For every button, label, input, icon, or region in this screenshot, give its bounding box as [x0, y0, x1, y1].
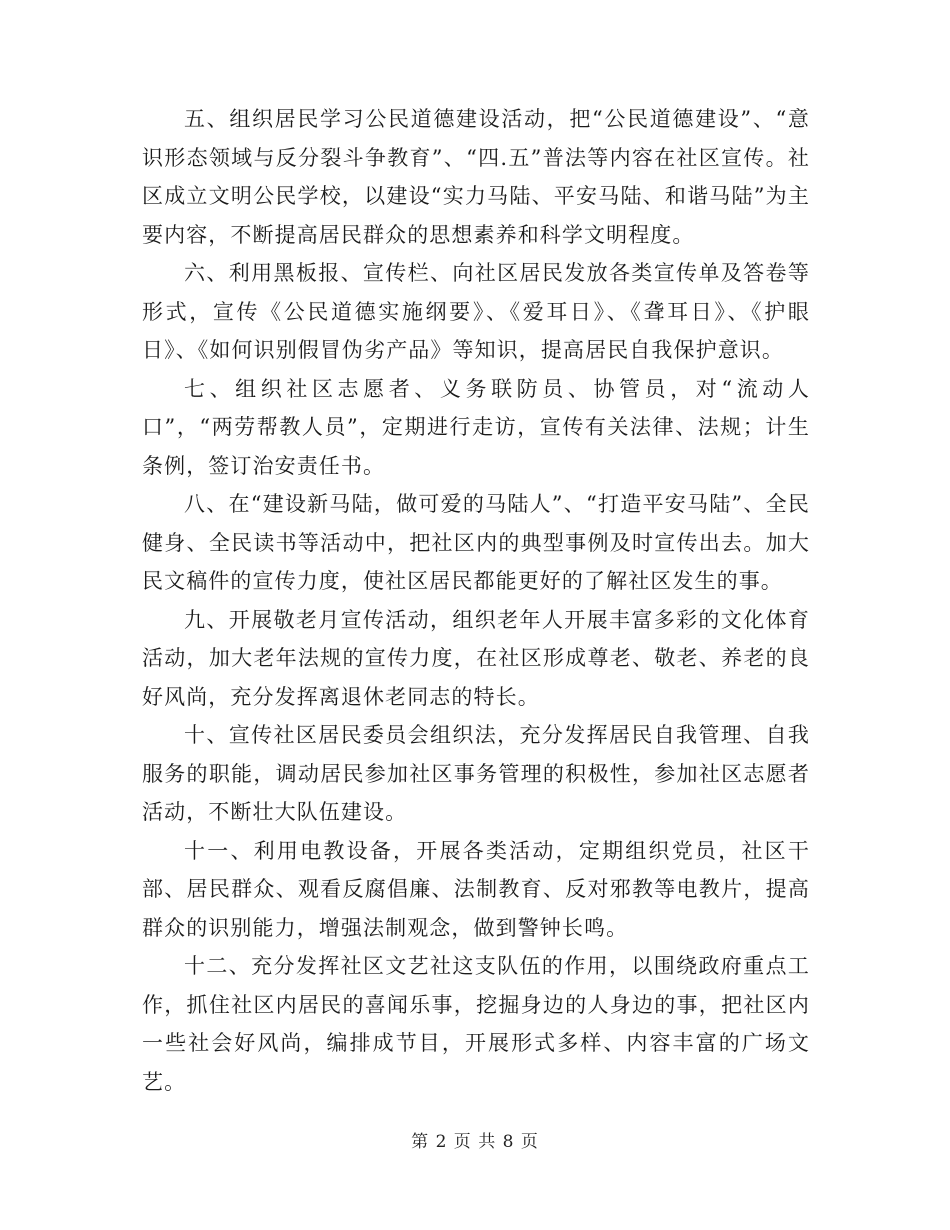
paragraph-8: 八、在“建设新马陆，做可爱的马陆人”、“打造平安马陆”、全民健身、全民读书等活动中，把社区内的典型事例及时宣传出去。加大民文稿件的宣传力度，使社区居民都能更好的了解社区发生的事。	[142, 492, 810, 593]
page-number-footer: 第 2 页 共 8 页	[411, 1132, 539, 1152]
paragraph-11: 十一、利用电教设备，开展各类活动，定期组织党员，社区干部、居民群众、观看反腐倡廉、法制教育、反对邪教等电教片，提高群众的识别能力，增强法制观念，做到警钟长鸣。	[142, 838, 810, 940]
paragraph-12: 十二、充分发挥社区文艺社这支队伍的作用，以围绕政府重点工作，抓住社区内居民的喜闻乐事，挖掘身边的人身边的事，把社区内一些社会好风尚，编排成节目，开展形式多样、内容丰富的广场文艺。	[142, 954, 810, 1094]
document-body	[142, 100, 810, 1101]
paragraph-6: 六、利用黑板报、宣传栏、向社区居民发放各类宣传单及答卷等形式，宣传《公民道德实施纲要》、《爱耳日》、《聋耳日》、《护眼日》、《如何识别假冒伪劣产品》等知识，提高居民自我保护意识。	[142, 261, 810, 362]
paragraph-10: 十、宣传社区居民委员会组织法，充分发挥居民自我管理、自我服务的职能，调动居民参加社区事务管理的积极性，参加社区志愿者活动，不断壮大队伍建设。	[142, 723, 810, 824]
paragraph-7: 七、组织社区志愿者、义务联防员、协管员，对“流动人口”，“两劳帮教人员”，定期进行走访，宣传有关法律、法规；计生条例，签订治安责任书。	[142, 376, 810, 478]
paragraph-9: 九、开展敬老月宣传活动，组织老年人开展丰富多彩的文化体育活动，加大老年法规的宣传力度，在社区形成尊老、敬老、养老的良好风尚，充分发挥离退休老同志的特长。	[142, 607, 810, 709]
paragraph-5: 五、组织居民学习公民道德建设活动，把“公民道德建设”、“意识形态领域与反分裂斗争教育”、“四.五”普法等内容在社区宣传。社区成立文明公民学校，以建设“实力马陆、平安马陆、和谐马陆”为主要内容，不断提高居民群众的思想素养和科学文明程度。	[142, 107, 810, 247]
